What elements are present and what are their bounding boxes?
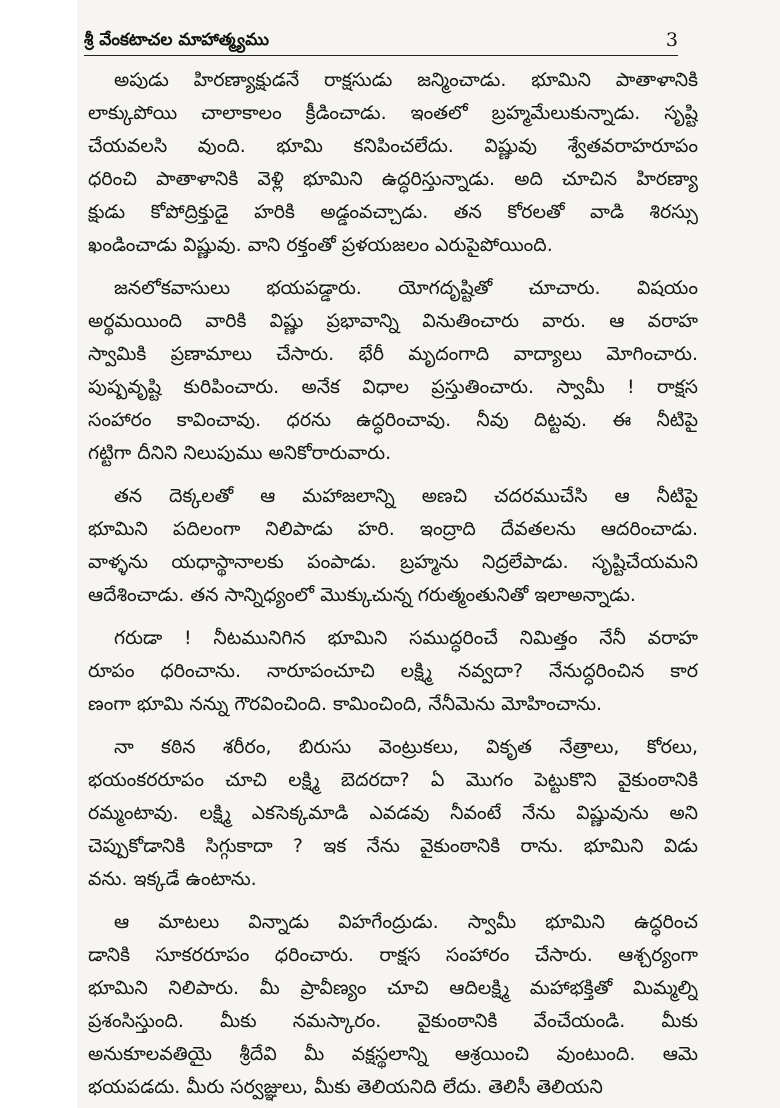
text-line: రమ్మంటావు. లక్ష్మి ఎకసెక్కమాడి ఎవడవు నీవంటే నేను విష్ణువును అని xyxy=(88,802,698,824)
text-line: ణంగా భూమి నన్ను గౌరవించింది. కామించింది, నేనీమెను మోహించాను. xyxy=(88,693,603,715)
text-line: ప్రశంసిస్తుంది. మీకు నమస్కారం. వైకుంఠానికి వేంచేయండి. మీకు xyxy=(88,1010,698,1032)
text-line: ఖండించాడు విష్ణువు. వాని రక్తంతో ప్రళయజలం ఎరుపైపోయింది. xyxy=(88,234,553,256)
text-line: వాళ్ళను యధాస్థానాలకు పంపాడు. బ్రహ్మను నిద్రలేపాడు. సృష్టిచేయమని xyxy=(88,551,698,573)
text-line: నా కఠిన శరీరం, బిరుసు వెంట్రుకలు, వికృత నేత్రాలు, కోరలు, xyxy=(114,736,698,758)
text-line: ధరించి పాతాళానికి వెళ్లి భూమిని ఉద్ధరిస్తున్నాడు. అది చూచిన హిరణ్యా xyxy=(88,168,698,190)
text-line: అనుకూలవతియై శ్రీదేవి మీ వక్షస్థలాన్ని ఆశ్రయించి వుంటుంది. ఆమె xyxy=(88,1043,698,1065)
text-line: భయపడదు. మీరు సర్వజ్ఞులు, మీకు తెలియనిది లేదు. తెలిసీ తెలియని xyxy=(88,1076,603,1098)
text-line: పుష్పవృష్టి కురిపించారు. అనేక విధాల ప్రస్తుతించారు. స్వామీ ! రాక్షస xyxy=(88,376,698,398)
text-line: రూపం ధరించాను. నారూపంచూచి లక్ష్మి నవ్వదా? నేనుద్ధరించిన కార xyxy=(88,660,698,682)
header-rule xyxy=(84,55,678,56)
text-line: క్షుడు కోపోద్రిక్తుడై హరికి అడ్డంవచ్చాడు. తన కోరలతో వాడి శిరస్సు xyxy=(88,201,698,223)
text-line: చెప్పుకోడానికి సిగ్గుకాదా ? ఇక నేను వైకుంఠానికి రాను. భూమిని విడు xyxy=(88,835,698,857)
text-line: గరుడా ! నీటమునిగిన భూమిని సముద్ధరించే నిమిత్తం నేనీ వరాహ xyxy=(114,627,698,649)
text-line: భూమిని పదిలంగా నిలిపాడు హరి. ఇంద్రాది దేవతలను ఆదరించాడు. xyxy=(88,518,698,540)
text-line: ఆ మాటలు విన్నాడు విహగేంద్రుడు. స్వామీ భూమిని ఉద్ధరించ xyxy=(114,911,698,933)
text-line: అర్థమయింది వారికి విష్ణు ప్రభావాన్ని వినుతించారు వారు. ఆ వరాహ xyxy=(88,310,698,332)
body-text xyxy=(88,64,698,1104)
text-line: వను. ఇక్కడే ఉంటాను. xyxy=(88,868,257,890)
text-line: జనలోకవాసులు భయపడ్డారు. యోగదృష్టితో చూచారు. విషయం xyxy=(114,277,698,299)
text-line: తన దెక్కలతో ఆ మహాజలాన్ని అణచి చదరముచేసి ఆ నీటిపై xyxy=(114,485,698,507)
text-line: అపుడు హిరణ్యాక్షుడనే రాక్షసుడు జన్మించాడు. భూమిని పాతాళానికి xyxy=(114,69,698,91)
text-line: భూమిని నిలిపారు. మీ ప్రావీణ్యం చూచి ఆదిలక్ష్మి మహాభక్తితో మిమ్మల్ని xyxy=(88,977,698,999)
text-line: భయంకరరూపం చూచి లక్ష్మి బెదరదా? ఏ మొగం పెట్టుకొని వైకుంఠానికి xyxy=(88,769,698,791)
text-line: గట్టిగా దీనిని నిలుపుము అనికోరారువారు. xyxy=(88,442,392,464)
text-line: లాక్కుపోయి చాలాకాలం క్రీడించాడు. ఇంతలో బ్రహ్మమేలుకున్నాడు. సృష్టి xyxy=(88,102,698,124)
running-title: శ్రీ వేంకటాచల మాహాత్మ్యము xyxy=(84,30,269,50)
text-line: డానికి సూకరరూపం ధరించారు. రాక్షస సంహారం చేసారు. ఆశ్చర్యంగా xyxy=(88,944,698,966)
page-number: 3 xyxy=(665,29,678,51)
text-line: చేయవలసి వుంది. భూమి కనిపించలేదు. విష్ణువు శ్వేతవరాహరూపం xyxy=(88,135,698,157)
text-line: సంహారం కావించావు. ధరను ఉద్ధరించావు. నీవు దిట్టవు. ఈ నీటిపై xyxy=(88,409,698,431)
text-line: ఆదేశించాడు. తన సాన్నిధ్యంలో మొక్కుచున్న గరుత్మంతునితో ఇలాఅన్నాడు. xyxy=(88,584,636,606)
text-line: స్వామికి ప్రణామాలు చేసారు. భేరీ మృదంగాది వాద్యాలు మోగించారు. xyxy=(88,343,698,365)
